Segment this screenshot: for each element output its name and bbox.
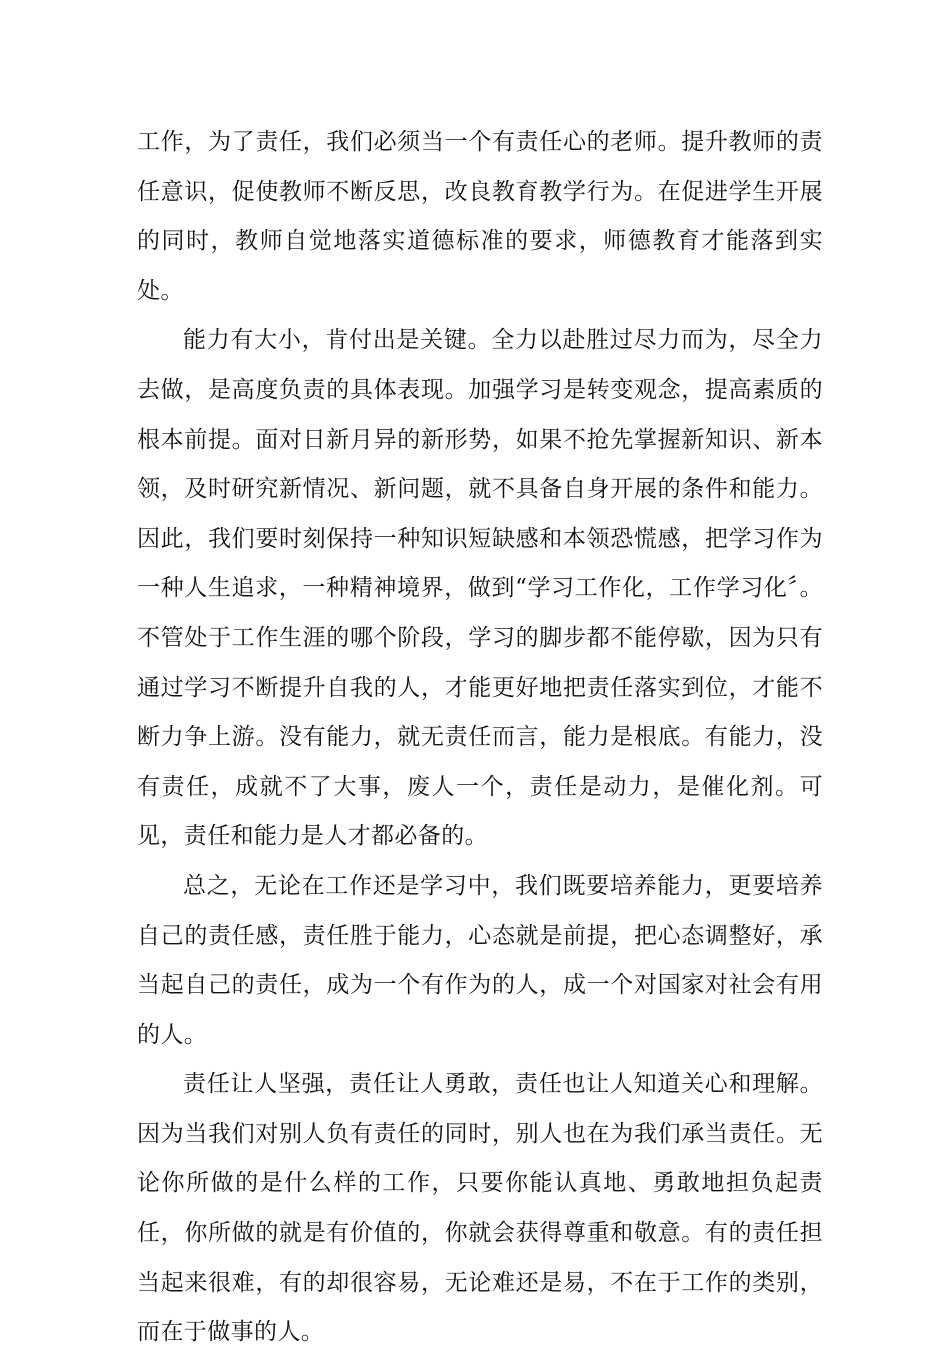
paragraph-continuation: 工作，为了责任，我们必须当一个有责任心的老师。提升教师的责任意识，促使教师不断反思，改良教育教学行为。在促进学生开展的同时，教师自觉地落实道德标准的要求，师德教育才能落到实处。 — [137, 129, 823, 304]
paragraph-ability: 能力有大小，肯付出是关键。全力以赴胜过尽力而为，尽全力去做，是高度负责的具体表现。加强学习是转变观念，提高素质的根本前提。面对日新月异的新形势，如果不抢先掌握新知识、新本领，及时研究新情况、新问题，就不具备自身开展的条件和能力。因此，我们要时刻保持一种知识短缺感和本领恐慌感，把学习作为一种人生追求，一种精神境界，做到“学习工作化，工作学习化〞。不管处于工作生涯的哪个阶段，学习的脚步都不能停歇，因为只有通过学习不断提升自我的人，才能更好地把责任落实到位，才能不断力争上游。没有能力，就无责任而言，能力是根底。有能力，没有责任，成就不了大事，废人一个，责任是动力，是催化剂。可见，责任和能力是人才都必备的。 — [137, 327, 823, 850]
paragraph-conclusion: 总之，无论在工作还是学习中，我们既要培养能力，更要培养自己的责任感，责任胜于能力，心态就是前提，把心态调整好，承当起自己的责任，成为一个有作为的人，成一个对国家对社会有用的人。 — [137, 872, 823, 1048]
document-body — [137, 118, 823, 1358]
paragraph-responsibility: 责任让人坚强，责任让人勇敢，责任也让人知道关心和理解。因为当我们对别人负有责任的同时，别人也在为我们承当责任。无论你所做的是什么样的工作，只要你能认真地、勇敢地担负起责任，你所做的就是有价值的，你就会获得尊重和敬意。有的责任担当起来很难，有的却很容易，无论难还是易，不在于工作的类别，而在于做事的人。 — [137, 1071, 823, 1346]
